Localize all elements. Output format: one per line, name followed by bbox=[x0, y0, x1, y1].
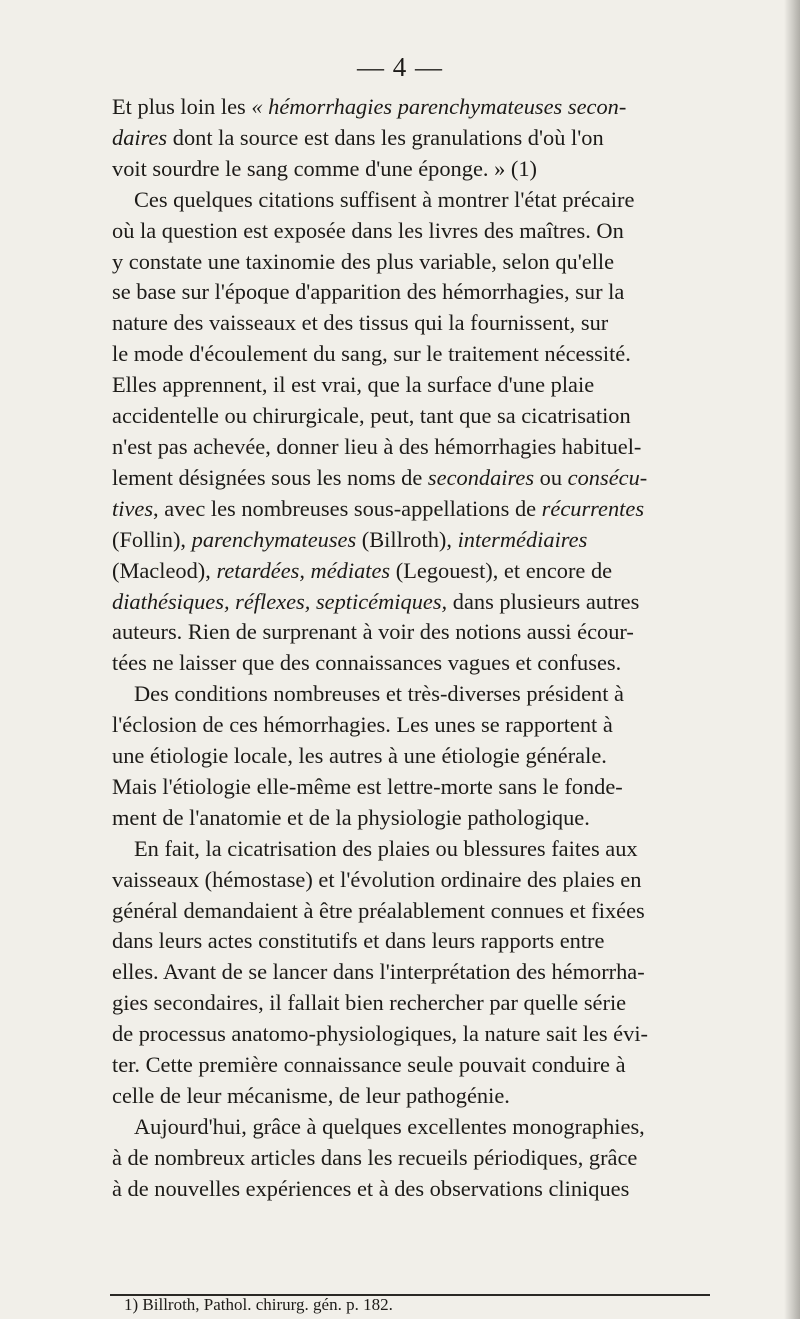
text-run: (Billroth), bbox=[356, 526, 458, 552]
paragraph bbox=[112, 92, 712, 185]
italic-term: parenchymateuses bbox=[191, 526, 357, 552]
text-run: , avec les nombreuses sous-appellations de bbox=[153, 495, 542, 521]
text-run: Ces quelques citations suffisent à montrer l'état précaire où la question est exposée dans les livres des maîtres. On y constate une taxinomie des plus variable, selon qu'elle se base sur l'époque d'apparition des hémorrhagies, sur la nature des vaisseaux et des tissus qui la fournissent, sur le mode d'écoulement du sang, sur le traitement nécessité. Elles apprennent, il est vrai, que la surface d'une plaie accidentelle ou chirurgicale, peut, tant que sa cicatrisation n'est pas achevée, donner lieu à des hémorrhagies habituel- lement désignées sous les noms de bbox=[112, 186, 642, 490]
italic-term: diathésiques, réflexes, septicémiques, bbox=[112, 588, 448, 614]
text-run: dans plusieurs autres auteurs. Rien de surprenant à voir des notions aussi écour- tées ne laisser que des connaissances vagues et confuses. bbox=[112, 588, 640, 676]
text-run: dont la source est dans les granulations d'où l'on voit sourdre le sang comme d'une éponge. » (1) bbox=[112, 124, 604, 181]
italic-term: « hémorrhagies parenchymateuses secon- daires bbox=[112, 94, 627, 150]
italic-term: retardées, médiates bbox=[216, 557, 391, 583]
page-number: — 4 — bbox=[357, 52, 443, 82]
paragraph bbox=[112, 1112, 712, 1205]
italic-term: secondaires bbox=[427, 464, 535, 490]
paragraph bbox=[112, 185, 712, 680]
italic-term: consécu- tives bbox=[112, 464, 648, 521]
page-edge-shadow bbox=[784, 0, 800, 1319]
footnote: 1) Billroth, Pathol. chirurg. gén. p. 182. bbox=[124, 1295, 393, 1314]
paragraph bbox=[112, 679, 712, 834]
body-text bbox=[112, 92, 712, 1205]
text-run: Et plus loin les bbox=[112, 94, 252, 119]
italic-term: récurrentes bbox=[541, 495, 645, 521]
text-run: Des conditions nombreuses et très-diverses président à l'éclosion de ces hémorrhagies. Les unes se rapportent à une étiologie locale, les autres à une étiologie générale. Mais l'étiologie elle-même est lettre-morte sans le fonde- ment de l'anatomie et de la physiologie pathologique. bbox=[112, 681, 624, 830]
text-run: (Macleod), bbox=[112, 557, 217, 583]
text-run: ou bbox=[534, 464, 568, 490]
text-run: (Follin), bbox=[112, 526, 192, 552]
italic-term: intermédiaires bbox=[457, 526, 588, 552]
text-run: (Legouest), et encore de bbox=[390, 557, 613, 583]
text-run: Aujourd'hui, grâce à quelques excellentes monographies, à de nombreux articles dans les recueils périodiques, grâce à de nouvelles expériences et à des observations cliniques bbox=[112, 1113, 645, 1201]
paragraph bbox=[112, 834, 712, 1112]
text-run: En fait, la cicatrisation des plaies ou blessures faites aux vaisseaux (hémostase) et l'évolution ordinaire des plaies en général demandaient à être préalablement connues et fixées dans leurs actes constitutifs et dans leurs rapports entre elles. Avant de se lancer dans l'interprétation des hémorrha- gies secondaires, il fallait bien rechercher par quelle série de processus anatomo-physiologiques, la nature sait les évi- ter. Cette première connaissance seule pouvait conduire à celle de leur mécanisme, de leur pathogénie. bbox=[112, 835, 648, 1108]
